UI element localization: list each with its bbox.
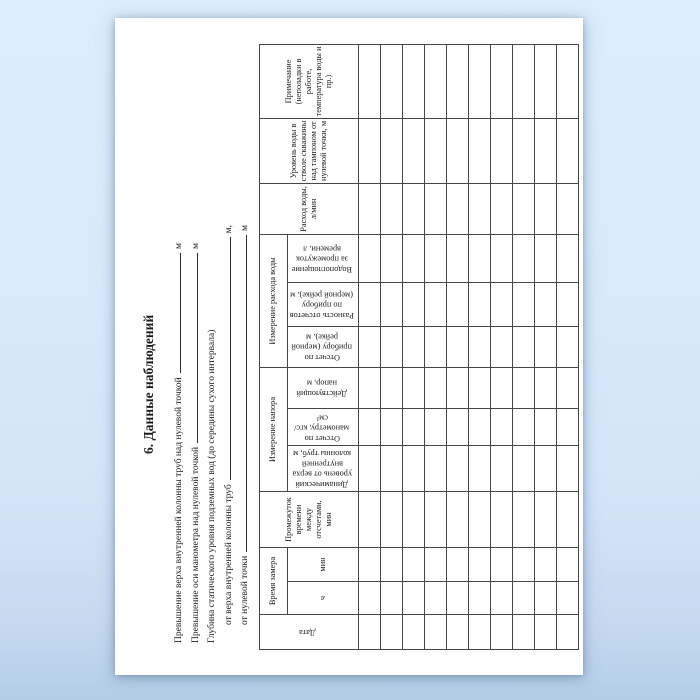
data-cell [359,183,381,234]
unit-label: м [174,243,184,250]
table-row [513,44,535,649]
table-body [359,44,579,649]
data-cell [535,326,557,367]
data-cell [359,282,381,326]
preamble-line [171,243,188,643]
table-row [469,44,491,649]
data-cell [447,491,469,547]
data-cell [403,408,425,445]
preamble [171,225,254,643]
data-cell [447,547,469,581]
data-cell [557,547,579,581]
data-cell [469,326,491,367]
data-cell [359,367,381,408]
data-cell [359,547,381,581]
data-cell [535,234,557,282]
data-cell [403,118,425,183]
data-cell [403,491,425,547]
data-cell [425,367,447,408]
data-cell [381,326,403,367]
data-cell [535,44,557,118]
data-cell [469,445,491,491]
data-cell [557,183,579,234]
data-cell [425,118,447,183]
data-cell [447,234,469,282]
preamble-label: Превышение оси манометра над нулевой точкой [190,446,201,643]
data-cell [513,408,535,445]
data-cell [513,44,535,118]
document-page [115,18,583,675]
data-cell [403,615,425,650]
data-cell [469,118,491,183]
unit-label: м [240,225,250,232]
data-cell [491,44,513,118]
table-row [425,44,447,649]
data-cell [491,445,513,491]
data-cell [535,367,557,408]
blank-underline [179,253,181,373]
data-cell [447,615,469,650]
data-cell [403,326,425,367]
data-cell [359,615,381,650]
data-cell [403,445,425,491]
unit-label: м [190,243,201,250]
data-cell [557,282,579,326]
col-header-notes: Примечание (неполадки в работе, температура воды и пр.) [259,44,359,118]
data-cell [447,183,469,234]
data-cell [403,44,425,118]
data-cell [469,234,491,282]
data-cell [425,582,447,615]
group-header-flow-measure: Измерение расхода воды [259,234,287,367]
data-cell [425,547,447,581]
data-cell [447,326,469,367]
data-cell [513,615,535,650]
data-cell [557,326,579,367]
data-cell [425,326,447,367]
data-cell [381,582,403,615]
unit-label: м, [223,225,234,234]
data-cell [557,445,579,491]
data-cell [381,491,403,547]
data-cell [491,408,513,445]
group-header-head-measure: Измерение напора [259,367,287,491]
data-cell [513,367,535,408]
table-row [403,44,425,649]
col-header-gauge-reading: Отсчет по манометру, кгс/см² [287,408,359,445]
preamble-label: от нулевой точки [240,555,250,625]
data-cell [447,582,469,615]
col-header-water-absorption: Водопоглощение за промежуток времени, л [287,234,359,282]
data-cell [403,547,425,581]
data-cell [469,282,491,326]
data-cell [381,44,403,118]
data-cell [469,491,491,547]
data-cell [381,408,403,445]
data-cell [535,547,557,581]
col-header-water-level: Уровень воды в стволе скважины над тампоном от нулевой точки, м [259,118,359,183]
data-cell [535,282,557,326]
data-cell [425,445,447,491]
data-cell [381,282,403,326]
data-cell [469,183,491,234]
data-cell [381,183,403,234]
data-cell [425,408,447,445]
data-cell [491,282,513,326]
data-cell [425,44,447,118]
data-cell [381,367,403,408]
landscape-content [115,18,583,675]
data-cell [557,408,579,445]
table-row [381,44,403,649]
data-cell [513,183,535,234]
data-cell [447,367,469,408]
data-cell [447,445,469,491]
data-cell [381,547,403,581]
preamble-line [221,225,238,643]
data-cell [535,408,557,445]
col-header-device-reading: Отсчет по прибору (мерной рейке), м [287,326,359,367]
data-cell [491,547,513,581]
data-cell [447,282,469,326]
data-cell [491,615,513,650]
data-cell [381,118,403,183]
data-cell [359,491,381,547]
data-cell [535,582,557,615]
data-cell [469,44,491,118]
preamble-line [188,243,205,643]
data-cell [403,582,425,615]
data-cell [403,234,425,282]
data-cell [469,547,491,581]
data-cell [447,44,469,118]
data-cell [535,445,557,491]
data-cell [513,582,535,615]
data-cell [513,445,535,491]
data-cell [513,234,535,282]
col-header-readings-difference: Разность отсчетов по прибору (мерной рейке), м [287,282,359,326]
data-cell [557,582,579,615]
data-cell [381,445,403,491]
data-cell [425,183,447,234]
data-cell [425,491,447,547]
data-cell [359,445,381,491]
data-cell [447,408,469,445]
data-cell [359,582,381,615]
data-cell [513,491,535,547]
group-header-time: Время замера [259,547,287,614]
data-cell [403,183,425,234]
data-cell [469,615,491,650]
data-cell [557,491,579,547]
col-header-acting-head: Действующий напор, м [287,367,359,408]
blank-underline [229,237,231,480]
data-cell [425,282,447,326]
col-header-minute: мин [287,547,359,581]
preamble-line [204,243,221,643]
data-cell [491,367,513,408]
table-row [535,44,557,649]
data-cell [469,408,491,445]
data-cell [425,234,447,282]
col-header-hour: ч [287,582,359,615]
data-cell [491,491,513,547]
data-cell [491,118,513,183]
data-cell [491,183,513,234]
data-cell [513,118,535,183]
data-cell [513,547,535,581]
data-cell [491,234,513,282]
data-cell [359,326,381,367]
blank-underline [196,253,198,443]
table-row [359,44,381,649]
data-cell [359,118,381,183]
col-header-dynamic-level: Динамический уровень от верха внутренней колонны труб, м [287,445,359,491]
data-cell [403,367,425,408]
data-cell [469,582,491,615]
data-cell [557,118,579,183]
data-cell [469,367,491,408]
table-row [447,44,469,649]
table-row [557,44,579,649]
data-cell [381,234,403,282]
data-cell [557,615,579,650]
data-cell [359,234,381,282]
blank-underline [245,235,247,552]
data-cell [381,615,403,650]
data-cell [535,118,557,183]
data-cell [557,367,579,408]
preamble-line [237,225,254,643]
data-cell [359,408,381,445]
table-row [491,44,513,649]
section-title: 6. Данные наблюдений [141,314,156,454]
preamble-label: Глубина статического уровня подземных вод (до середины сухого интервала) [207,329,217,643]
data-cell [403,282,425,326]
col-header-water-flow: Расход воды, л/мин [259,183,359,234]
data-cell [513,326,535,367]
data-cell [557,44,579,118]
data-cell [447,118,469,183]
data-cell [535,183,557,234]
preamble-label: от верха внутренней колонны труб [223,484,234,625]
data-cell [535,615,557,650]
col-header-date: Дата [259,615,359,650]
observations-table [259,44,580,650]
data-cell [535,491,557,547]
data-cell [425,615,447,650]
data-cell [491,582,513,615]
data-cell [513,282,535,326]
data-cell [491,326,513,367]
col-header-interval: Промежуток времени между отсчетами, мин [259,491,359,547]
data-cell [359,44,381,118]
preamble-label: Превышение верха внутренней колонны труб над нулевой точкой [174,377,184,643]
data-cell [557,234,579,282]
